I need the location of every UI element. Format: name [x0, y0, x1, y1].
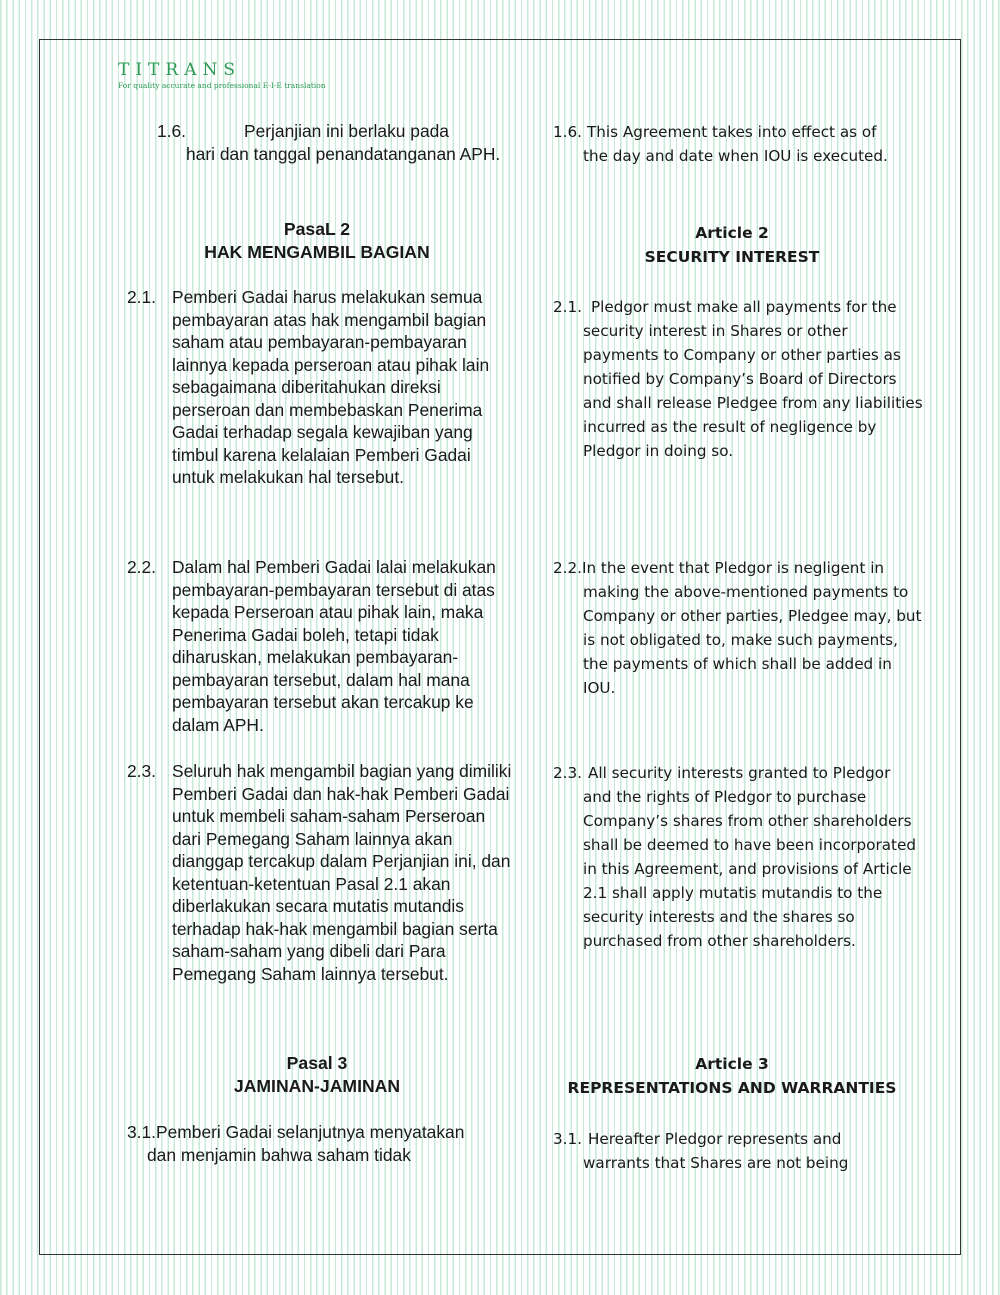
article-3-subtitle: REPRESENTATIONS AND WARRANTIES — [567, 1079, 897, 1097]
clause-text-first-line: 3.1.Pemberi Gadai selanjutnya menyatakan — [127, 1122, 465, 1142]
clause-text: and the rights of Pledgor to purchase Company’s shares from other shareholders shall be deemed to have been incorporated in this Agreement, and provisions of Article 2.1 shall apply mutatis mutandis to the security interests and the shares so purchased from other shareholders. — [583, 788, 916, 950]
clause-number: 1.6. — [157, 121, 187, 141]
clause-text: Seluruh hak mengambil bagian yang dimiliki Pemberi Gadai dan hak-hak Pemberi Gadai untuk membeli saham-saham Perseroan dari Pemegang Saham lainnya akan dianggap tercakup dalam Perjanjian ini, dan ketentuan-ketentuan Pasal 2.1 akan diberlakukan secara mutatis mutandis terhadap hak-hak mengambil bagian serta saham-saham yang dibeli dari Para Pemegang Saham lainnya tersebut. — [172, 761, 512, 984]
article-2-subtitle: SECURITY INTEREST — [644, 248, 820, 266]
article-2-title: Article 2 — [695, 224, 769, 242]
clause-number: 2.1. — [553, 298, 582, 316]
clause-1-6-en — [553, 120, 923, 168]
clause-text-first-line: Perjanjian ini berlaku pada — [244, 121, 449, 141]
pasal-3-title: Pasal 3 — [286, 1053, 348, 1073]
pasal-3-subtitle: JAMINAN-JAMINAN — [233, 1075, 401, 1096]
pasal-3-heading — [172, 1052, 462, 1097]
article-3-title: Article 3 — [695, 1055, 769, 1073]
clause-2-3-en — [553, 761, 923, 953]
clause-number: 1.6. — [553, 123, 582, 141]
clause-2-1-id — [127, 286, 512, 489]
clause-text: Dalam hal Pemberi Gadai lalai melakukan pembayaran-pembayaran tersebut di atas kepada Perseroan atau pihak lain, maka Penerima Gadai boleh, tetapi tidak diharuskan, melakukan pembayaran-pembayaran tersebut, dalam hal mana pembayaran tersebut akan tercakup ke dalam APH. — [172, 557, 496, 735]
clause-number: 3.1. — [127, 1122, 157, 1142]
clause-text-first-line: In the event that Pledgor is negligent in — [582, 559, 885, 577]
clause-1-6-id — [157, 120, 517, 165]
clause-2-2-id — [127, 556, 512, 736]
article-3-heading — [552, 1052, 912, 1100]
clause-number: 2.3. — [553, 764, 582, 782]
clause-text-first-line: This Agreement takes into effect as of — [587, 123, 877, 141]
clause-text: hari dan tanggal penandatanganan APH. — [186, 143, 501, 164]
brand-name: TITRANS — [118, 60, 241, 80]
clause-text: dan menjamin bahwa saham tidak — [147, 1144, 411, 1165]
clause-text: the day and date when IOU is executed. — [583, 147, 888, 165]
clause-text: making the above-mentioned payments to Company or other parties, Pledgee may, but is not obligated to, make such payments, the payments of which shall be added in IOU. — [583, 583, 922, 697]
clause-2-2-en — [553, 556, 923, 700]
clause-text-first-line: Pledgor must make all payments for the — [591, 298, 897, 316]
clause-3-1-en — [553, 1127, 923, 1175]
brand-tagline: For quality accurate and professional E-I-E translation — [118, 81, 326, 90]
clause-text: warrants that Shares are not being — [583, 1154, 849, 1172]
clause-text-first-line: Hereafter Pledgor represents and — [588, 1130, 842, 1148]
clause-number: 2.3. — [127, 761, 157, 781]
clause-text: security interest in Shares or other payments to Company or other parties as notified by Company’s Board of Directors and shall release Pledgee from any liabilities incurred as the result of negligence by Pledgor in doing so. — [583, 322, 923, 460]
brand-logo — [118, 60, 326, 90]
clause-number: 2.2. — [127, 557, 157, 577]
clause-number: 2.1. — [127, 287, 157, 307]
clause-text-first-line: All security interests granted to Pledgor — [588, 764, 891, 782]
clause-number: 3.1. — [553, 1130, 582, 1148]
clause-2-3-id — [127, 760, 512, 985]
pasal-2-heading — [172, 218, 462, 263]
article-2-heading — [582, 221, 882, 269]
clause-text: Pemberi Gadai harus melakukan semua pembayaran atas hak mengambil bagian saham atau pembayaran-pembayaran lainnya kepada perseroan atau pihak lain sebagaimana diberitahukan direksi perseroan dan membebaskan Penerima Gadai terhadap segala kewajiban yang timbul karena kelalaian Pemberi Gadai untuk melakukan hal tersebut. — [172, 287, 490, 487]
clause-3-1-id — [127, 1121, 522, 1166]
pasal-2-title: PasaL 2 — [283, 219, 351, 239]
clause-number: 2.2. — [553, 559, 582, 577]
clause-2-1-en — [553, 295, 923, 463]
pasal-2-subtitle: HAK MENGAMBIL BAGIAN — [204, 241, 430, 262]
